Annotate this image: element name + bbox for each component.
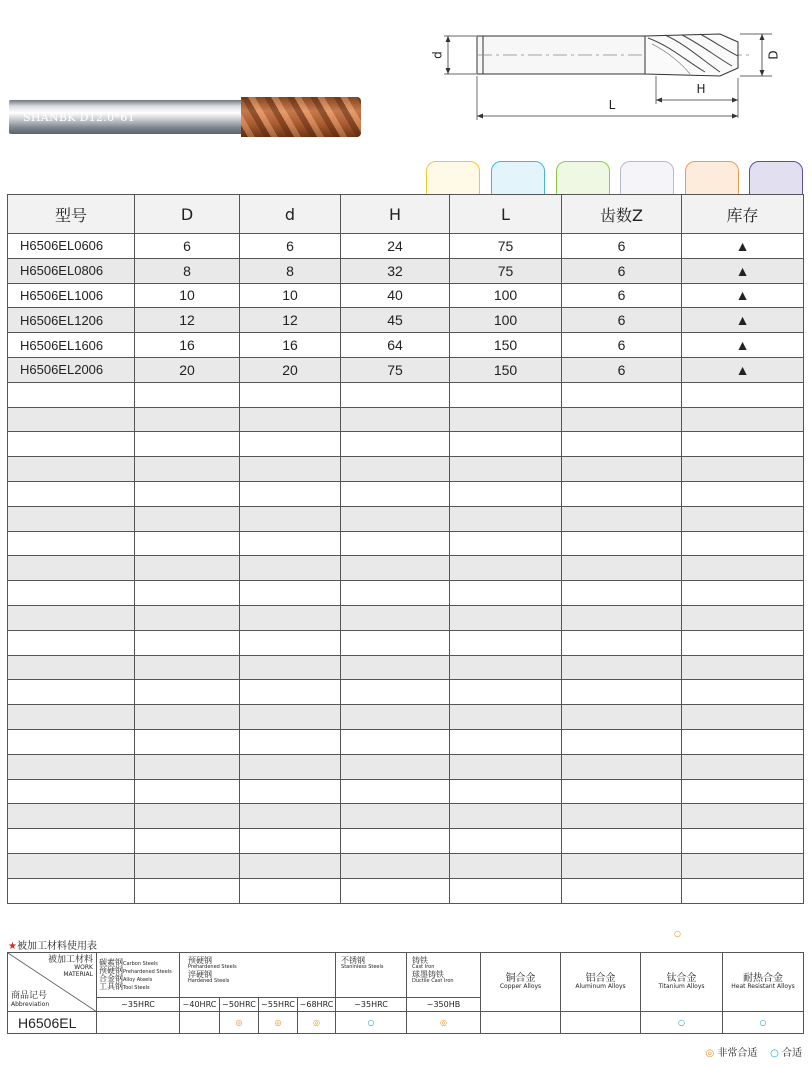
very-suitable-label: 非常合适 xyxy=(717,1048,758,1059)
empty-cell xyxy=(450,481,562,506)
empty-cell xyxy=(240,829,341,854)
cell-H: 24 xyxy=(341,234,450,259)
cell-Z: 6 xyxy=(562,234,682,259)
blank-rows xyxy=(8,382,804,903)
cell-H: 40 xyxy=(341,283,450,308)
empty-cell xyxy=(8,630,135,655)
empty-cell xyxy=(450,605,562,630)
empty-cell xyxy=(8,779,135,804)
cell-L: 100 xyxy=(450,308,562,333)
empty-cell xyxy=(450,779,562,804)
header-D: D xyxy=(135,195,240,234)
empty-cell xyxy=(240,457,341,482)
empty-cell xyxy=(450,457,562,482)
empty-cell xyxy=(240,754,341,779)
empty-cell xyxy=(682,779,804,804)
suitable-label: 合适 xyxy=(782,1048,802,1059)
empty-cell xyxy=(341,754,450,779)
table-row xyxy=(8,333,804,358)
cell-L: 100 xyxy=(450,283,562,308)
work-en: WORK xyxy=(74,964,93,972)
empty-cell xyxy=(682,630,804,655)
empty-cell xyxy=(682,605,804,630)
abbreviation-en: Abbreviation xyxy=(11,1000,50,1008)
empty-cell xyxy=(562,729,682,754)
empty-cell xyxy=(450,556,562,581)
empty-cell xyxy=(135,878,240,903)
empty-cell xyxy=(135,407,240,432)
cell-L: 150 xyxy=(450,357,562,382)
empty-cell xyxy=(562,407,682,432)
empty-cell xyxy=(562,481,682,506)
product-row xyxy=(8,1012,804,1034)
hardness-cell: ~350HB xyxy=(407,998,481,1012)
carbon-steels-cell: 碳素钢Carbon Steels 预硬钢Prehardened Steels 合金钢Alloy Ateels 工具钢Tool Steels xyxy=(97,953,180,998)
empty-cell xyxy=(562,506,682,531)
cell-stock: ▲ xyxy=(682,333,804,358)
material-table xyxy=(7,952,804,1034)
suitable-icon: ○ xyxy=(770,1048,779,1059)
cell-D: 16 xyxy=(135,333,240,358)
empty-cell xyxy=(8,531,135,556)
empty-cell xyxy=(135,556,240,581)
product-code: H6506EL xyxy=(8,1012,97,1034)
cell-model: H6506EL0806 xyxy=(8,258,135,283)
empty-cell xyxy=(562,531,682,556)
mark-cell: ◎ xyxy=(298,1012,336,1034)
very-suitable-icon: ◎ xyxy=(705,1048,715,1059)
empty-cell xyxy=(341,382,450,407)
cell-D: 20 xyxy=(135,357,240,382)
empty-cell xyxy=(450,680,562,705)
cell-stock: ▲ xyxy=(682,308,804,333)
empty-cell xyxy=(341,581,450,606)
empty-cell xyxy=(341,680,450,705)
empty-cell xyxy=(450,581,562,606)
empty-cell xyxy=(450,705,562,730)
empty-cell xyxy=(450,655,562,680)
empty-cell xyxy=(682,655,804,680)
empty-cell xyxy=(240,605,341,630)
header-H: H xyxy=(341,195,450,234)
empty-cell xyxy=(341,779,450,804)
empty-cell xyxy=(682,481,804,506)
empty-cell xyxy=(450,531,562,556)
empty-row xyxy=(8,655,804,680)
empty-cell xyxy=(682,754,804,779)
empty-row xyxy=(8,432,804,457)
copper-cell: 铜合金 Copper Alloys xyxy=(481,953,561,1012)
empty-cell xyxy=(8,581,135,606)
hardness-cell: ~50HRC xyxy=(220,998,259,1012)
empty-cell xyxy=(341,729,450,754)
hardness-cell: ~35HRC xyxy=(336,998,407,1012)
empty-cell xyxy=(682,729,804,754)
empty-cell xyxy=(8,754,135,779)
empty-cell xyxy=(240,581,341,606)
header-model: 型号 xyxy=(8,195,135,234)
empty-row xyxy=(8,531,804,556)
cell-d: 16 xyxy=(240,333,341,358)
product-code-cn: 商品记号 xyxy=(11,991,48,1002)
empty-cell xyxy=(8,506,135,531)
empty-cell xyxy=(135,804,240,829)
dim-L-label: L xyxy=(608,98,616,112)
empty-cell xyxy=(341,630,450,655)
empty-cell xyxy=(450,432,562,457)
empty-row xyxy=(8,779,804,804)
empty-cell xyxy=(8,705,135,730)
empty-cell xyxy=(450,729,562,754)
cell-stock: ▲ xyxy=(682,283,804,308)
empty-cell xyxy=(240,680,341,705)
empty-cell xyxy=(682,705,804,730)
cell-d: 6 xyxy=(240,234,341,259)
empty-cell xyxy=(562,779,682,804)
empty-cell xyxy=(8,457,135,482)
cell-D: 6 xyxy=(135,234,240,259)
cell-stock: ▲ xyxy=(682,357,804,382)
cell-D: 10 xyxy=(135,283,240,308)
empty-cell xyxy=(682,432,804,457)
empty-cell xyxy=(135,531,240,556)
hardened-steels-cell: 预硬钢 Prehardened Steels 淬硬钢 Hardened Steels xyxy=(180,953,336,998)
empty-cell xyxy=(240,531,341,556)
empty-cell xyxy=(450,382,562,407)
empty-cell xyxy=(8,407,135,432)
mark-cell: ○ xyxy=(723,1012,804,1034)
empty-cell xyxy=(135,382,240,407)
empty-cell xyxy=(135,506,240,531)
table-row xyxy=(8,357,804,382)
cell-D: 12 xyxy=(135,308,240,333)
empty-cell xyxy=(240,506,341,531)
empty-cell xyxy=(341,531,450,556)
cell-Z: 6 xyxy=(562,357,682,382)
empty-cell xyxy=(8,878,135,903)
empty-cell xyxy=(341,804,450,829)
material-en: MATERIAL xyxy=(63,970,93,978)
empty-cell xyxy=(135,630,240,655)
header-teeth: 齿数Z xyxy=(562,195,682,234)
empty-row xyxy=(8,853,804,878)
empty-cell xyxy=(135,680,240,705)
empty-cell xyxy=(341,457,450,482)
empty-cell xyxy=(682,531,804,556)
empty-cell xyxy=(562,556,682,581)
dim-H-label: H xyxy=(696,82,706,96)
empty-cell xyxy=(450,804,562,829)
hardness-cell: ~40HRC xyxy=(180,998,220,1012)
empty-cell xyxy=(240,382,341,407)
decorative-dot: ○ xyxy=(674,929,681,938)
empty-row xyxy=(8,705,804,730)
cell-model: H6506EL2006 xyxy=(8,357,135,382)
empty-row xyxy=(8,754,804,779)
empty-cell xyxy=(562,581,682,606)
empty-cell xyxy=(682,506,804,531)
empty-cell xyxy=(562,630,682,655)
cell-Z: 6 xyxy=(562,283,682,308)
cell-H: 75 xyxy=(341,357,450,382)
cell-d: 12 xyxy=(240,308,341,333)
empty-cell xyxy=(8,432,135,457)
empty-cell xyxy=(562,754,682,779)
cast-iron-cell: 铸铁 Cast Iron 球墨铸铁 Ductile Cast Iron xyxy=(407,953,481,998)
empty-cell xyxy=(341,481,450,506)
suitability-legend xyxy=(705,1044,802,1059)
empty-cell xyxy=(240,804,341,829)
empty-cell xyxy=(341,556,450,581)
empty-cell xyxy=(240,407,341,432)
hardness-cell: ~35HRC xyxy=(97,998,180,1012)
cell-model: H6506EL1206 xyxy=(8,308,135,333)
empty-cell xyxy=(682,556,804,581)
empty-cell xyxy=(341,432,450,457)
cell-model: H6506EL0606 xyxy=(8,234,135,259)
dimension-drawing xyxy=(420,22,800,128)
empty-cell xyxy=(8,655,135,680)
mark-cell: ◎ xyxy=(259,1012,298,1034)
empty-cell xyxy=(562,705,682,730)
empty-cell xyxy=(240,630,341,655)
empty-cell xyxy=(8,481,135,506)
empty-cell xyxy=(8,804,135,829)
empty-cell xyxy=(8,556,135,581)
empty-cell xyxy=(682,680,804,705)
table-row xyxy=(8,308,804,333)
empty-row xyxy=(8,680,804,705)
empty-cell xyxy=(8,829,135,854)
empty-cell xyxy=(450,829,562,854)
empty-cell xyxy=(682,829,804,854)
mark-cell: ◎ xyxy=(220,1012,259,1034)
empty-cell xyxy=(562,605,682,630)
empty-cell xyxy=(135,605,240,630)
empty-cell xyxy=(240,705,341,730)
mark-cell xyxy=(97,1012,180,1034)
empty-row xyxy=(8,506,804,531)
empty-row xyxy=(8,457,804,482)
cell-d: 10 xyxy=(240,283,341,308)
mark-cell: ○ xyxy=(336,1012,407,1034)
cell-L: 150 xyxy=(450,333,562,358)
empty-row xyxy=(8,804,804,829)
cell-L: 75 xyxy=(450,234,562,259)
cell-stock: ▲ xyxy=(682,258,804,283)
empty-cell xyxy=(341,407,450,432)
tool-flutes xyxy=(241,97,361,137)
mark-cell xyxy=(481,1012,561,1034)
empty-cell xyxy=(135,655,240,680)
cell-H: 32 xyxy=(341,258,450,283)
cell-Z: 6 xyxy=(562,258,682,283)
cell-H: 64 xyxy=(341,333,450,358)
empty-cell xyxy=(135,779,240,804)
empty-cell xyxy=(135,729,240,754)
table-row xyxy=(8,234,804,259)
empty-cell xyxy=(8,853,135,878)
empty-cell xyxy=(682,878,804,903)
tool-label: SHANBK D12.0*6T xyxy=(23,111,136,124)
empty-cell xyxy=(135,754,240,779)
empty-row xyxy=(8,829,804,854)
end-mill-photo xyxy=(9,97,361,139)
empty-cell xyxy=(450,630,562,655)
heat-resistant-cell: 耐热合金 Heat Resistant Alloys xyxy=(723,953,804,1012)
empty-cell xyxy=(562,804,682,829)
empty-cell xyxy=(240,655,341,680)
cell-H: 45 xyxy=(341,308,450,333)
dim-D-label: D xyxy=(766,50,781,60)
empty-cell xyxy=(341,853,450,878)
material-header-row xyxy=(8,953,804,998)
table-row xyxy=(8,258,804,283)
cell-Z: 6 xyxy=(562,333,682,358)
mark-cell: ○ xyxy=(641,1012,723,1034)
empty-row xyxy=(8,605,804,630)
hardness-cell: ~68HRC xyxy=(298,998,336,1012)
dim-d-label: d xyxy=(430,51,445,59)
cell-model: H6506EL1606 xyxy=(8,333,135,358)
empty-cell xyxy=(682,382,804,407)
empty-cell xyxy=(8,382,135,407)
empty-cell xyxy=(450,407,562,432)
cell-D: 8 xyxy=(135,258,240,283)
empty-cell xyxy=(682,581,804,606)
empty-cell xyxy=(135,581,240,606)
empty-cell xyxy=(8,680,135,705)
empty-cell xyxy=(562,853,682,878)
empty-row xyxy=(8,581,804,606)
empty-row xyxy=(8,729,804,754)
cell-model: H6506EL1006 xyxy=(8,283,135,308)
empty-cell xyxy=(341,605,450,630)
empty-cell xyxy=(240,432,341,457)
empty-cell xyxy=(450,878,562,903)
empty-cell xyxy=(135,829,240,854)
hardness-cell: ~55HRC xyxy=(259,998,298,1012)
empty-cell xyxy=(240,556,341,581)
star-icon: ★ xyxy=(8,941,17,952)
empty-row xyxy=(8,878,804,903)
mark-cell xyxy=(180,1012,220,1034)
stainless-cell: 不锈钢 Staninless Steels xyxy=(336,953,407,998)
empty-cell xyxy=(682,407,804,432)
empty-cell xyxy=(240,853,341,878)
empty-cell xyxy=(8,729,135,754)
empty-cell xyxy=(341,506,450,531)
spec-table xyxy=(7,194,804,904)
cell-d: 8 xyxy=(240,258,341,283)
work-material-cn: 被加工材料 xyxy=(47,955,93,965)
empty-cell xyxy=(562,655,682,680)
empty-cell xyxy=(135,853,240,878)
empty-cell xyxy=(341,878,450,903)
empty-cell xyxy=(562,382,682,407)
empty-cell xyxy=(682,804,804,829)
empty-row xyxy=(8,481,804,506)
empty-cell xyxy=(341,705,450,730)
empty-cell xyxy=(682,853,804,878)
cell-L: 75 xyxy=(450,258,562,283)
empty-cell xyxy=(135,705,240,730)
empty-cell xyxy=(135,457,240,482)
empty-cell xyxy=(8,605,135,630)
cell-d: 20 xyxy=(240,357,341,382)
empty-row xyxy=(8,630,804,655)
empty-cell xyxy=(682,457,804,482)
empty-cell xyxy=(450,754,562,779)
corner-cell xyxy=(8,953,97,1012)
empty-cell xyxy=(562,457,682,482)
header-d: d xyxy=(240,195,341,234)
empty-cell xyxy=(341,655,450,680)
empty-cell xyxy=(562,680,682,705)
table-row xyxy=(8,283,804,308)
empty-row xyxy=(8,382,804,407)
spec-header-row xyxy=(8,195,804,234)
empty-cell xyxy=(562,878,682,903)
empty-row xyxy=(8,407,804,432)
mark-cell xyxy=(561,1012,641,1034)
empty-cell xyxy=(240,481,341,506)
cell-stock: ▲ xyxy=(682,234,804,259)
empty-cell xyxy=(341,829,450,854)
empty-cell xyxy=(240,878,341,903)
header-stock: 库存 xyxy=(682,195,804,234)
titanium-cell: 钛合金 Titanium Alloys xyxy=(641,953,723,1012)
empty-row xyxy=(8,556,804,581)
empty-cell xyxy=(240,779,341,804)
empty-cell xyxy=(450,853,562,878)
empty-cell xyxy=(562,432,682,457)
empty-cell xyxy=(135,481,240,506)
aluminum-cell: 铝合金 Aluminum Alloys xyxy=(561,953,641,1012)
empty-cell xyxy=(562,829,682,854)
empty-cell xyxy=(450,506,562,531)
material-table-title: ★被加工材料使用表 xyxy=(8,941,97,952)
empty-cell xyxy=(240,729,341,754)
empty-cell xyxy=(135,432,240,457)
header-L: L xyxy=(450,195,562,234)
cell-Z: 6 xyxy=(562,308,682,333)
mark-cell: ◎ xyxy=(407,1012,481,1034)
